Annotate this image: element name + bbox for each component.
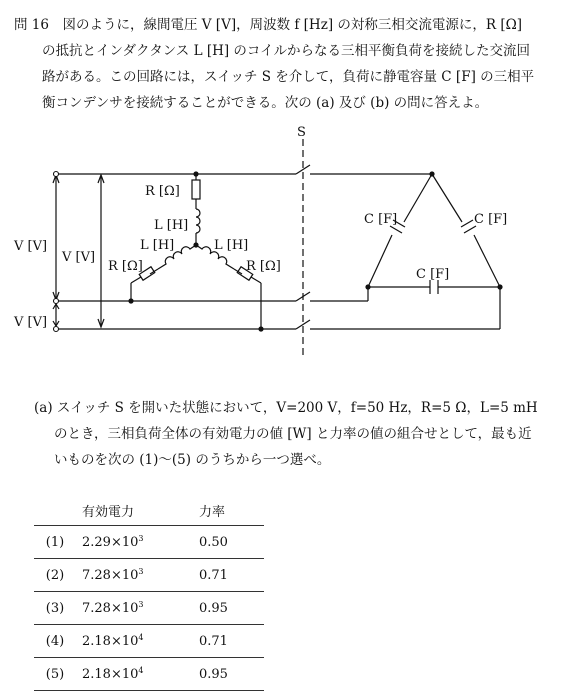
option-number: (1) xyxy=(34,526,76,559)
option-power-factor: 0.71 xyxy=(195,625,264,658)
option-power xyxy=(76,559,195,592)
power-mantissa: 2.29×10 xyxy=(82,535,139,550)
question-line: 問 16 図のように，線間電圧 V [V]，周波数 f [Hz] の対称三相交流電源に，R [Ω] xyxy=(14,17,523,33)
junction-dot xyxy=(365,284,370,289)
terminal xyxy=(54,172,59,177)
l-label: L [H] xyxy=(214,238,249,253)
junction-dot xyxy=(193,242,198,247)
option-number: (5) xyxy=(34,658,76,691)
option-power xyxy=(76,526,195,559)
c-label: C [F] xyxy=(416,267,450,282)
power-exponent: 3 xyxy=(138,600,144,609)
header-number xyxy=(34,496,76,526)
voltage-label: V [V] xyxy=(14,315,48,330)
voltage-label: V [V] xyxy=(62,250,96,265)
option-number: (3) xyxy=(34,592,76,625)
switch-label: S xyxy=(297,125,306,140)
power-mantissa: 2.18×10 xyxy=(82,667,139,682)
table-row xyxy=(34,625,264,658)
part-a-line: いものを次の (1)～(5) のうちから一つ選べ。 xyxy=(54,452,331,468)
option-power-factor: 0.50 xyxy=(195,526,264,559)
header-power-factor: 力率 xyxy=(195,496,264,526)
junction-dot xyxy=(497,284,502,289)
question-line: の抵抗とインダクタンス L [H] のコイルからなる三相平衡負荷を接続した交流回 xyxy=(42,43,531,59)
table-header-row xyxy=(34,496,264,526)
answer-table xyxy=(34,496,264,691)
terminal xyxy=(54,327,59,332)
power-exponent: 3 xyxy=(138,534,144,543)
table-row xyxy=(34,658,264,691)
header-active-power: 有効電力 xyxy=(76,496,195,526)
junction-dot xyxy=(429,171,434,176)
table-row xyxy=(34,526,264,559)
question-line: 衡コンデンサを接続することができる。次の (a) 及び (b) の問に答えよ。 xyxy=(42,95,489,111)
option-power xyxy=(76,592,195,625)
question-text xyxy=(14,12,554,116)
c-label: C [F] xyxy=(364,212,398,227)
option-power-factor: 0.71 xyxy=(195,559,264,592)
power-exponent: 3 xyxy=(138,567,144,576)
power-mantissa: 2.18×10 xyxy=(82,634,139,649)
option-number: (4) xyxy=(34,625,76,658)
option-power xyxy=(76,658,195,691)
r-label: R [Ω] xyxy=(246,259,281,274)
r-label: R [Ω] xyxy=(145,184,180,199)
power-exponent: 4 xyxy=(138,633,144,642)
voltage-label: V [V] xyxy=(14,239,48,254)
table-row xyxy=(34,592,264,625)
part-a-text xyxy=(34,395,554,473)
l-label: L [H] xyxy=(140,238,175,253)
power-mantissa: 7.28×10 xyxy=(82,601,139,616)
terminal xyxy=(54,299,59,304)
junction-dot xyxy=(193,171,198,176)
l-label: L [H] xyxy=(154,218,189,233)
junction-dot xyxy=(258,326,263,331)
option-number: (2) xyxy=(34,559,76,592)
circuit-diagram xyxy=(0,125,566,365)
part-a-line: (a) スイッチ S を開いた状態において，V=200 V，f=50 Hz，R=5 Ω，L=5 mH xyxy=(34,400,538,416)
r-label: R [Ω] xyxy=(108,259,143,274)
table-row xyxy=(34,559,264,592)
part-a-line: のとき，三相負荷全体の有効電力の値 [W] と力率の値の組合せとして，最も近 xyxy=(54,426,532,442)
power-mantissa: 7.28×10 xyxy=(82,568,139,583)
option-power-factor: 0.95 xyxy=(195,658,264,691)
option-power xyxy=(76,625,195,658)
power-exponent: 4 xyxy=(138,666,144,675)
question-line: 路がある。この回路には，スイッチ S を介して，負荷に静電容量 C [F] の三相平 xyxy=(42,69,535,85)
c-label: C [F] xyxy=(474,212,508,227)
junction-dot xyxy=(128,298,133,303)
option-power-factor: 0.95 xyxy=(195,592,264,625)
